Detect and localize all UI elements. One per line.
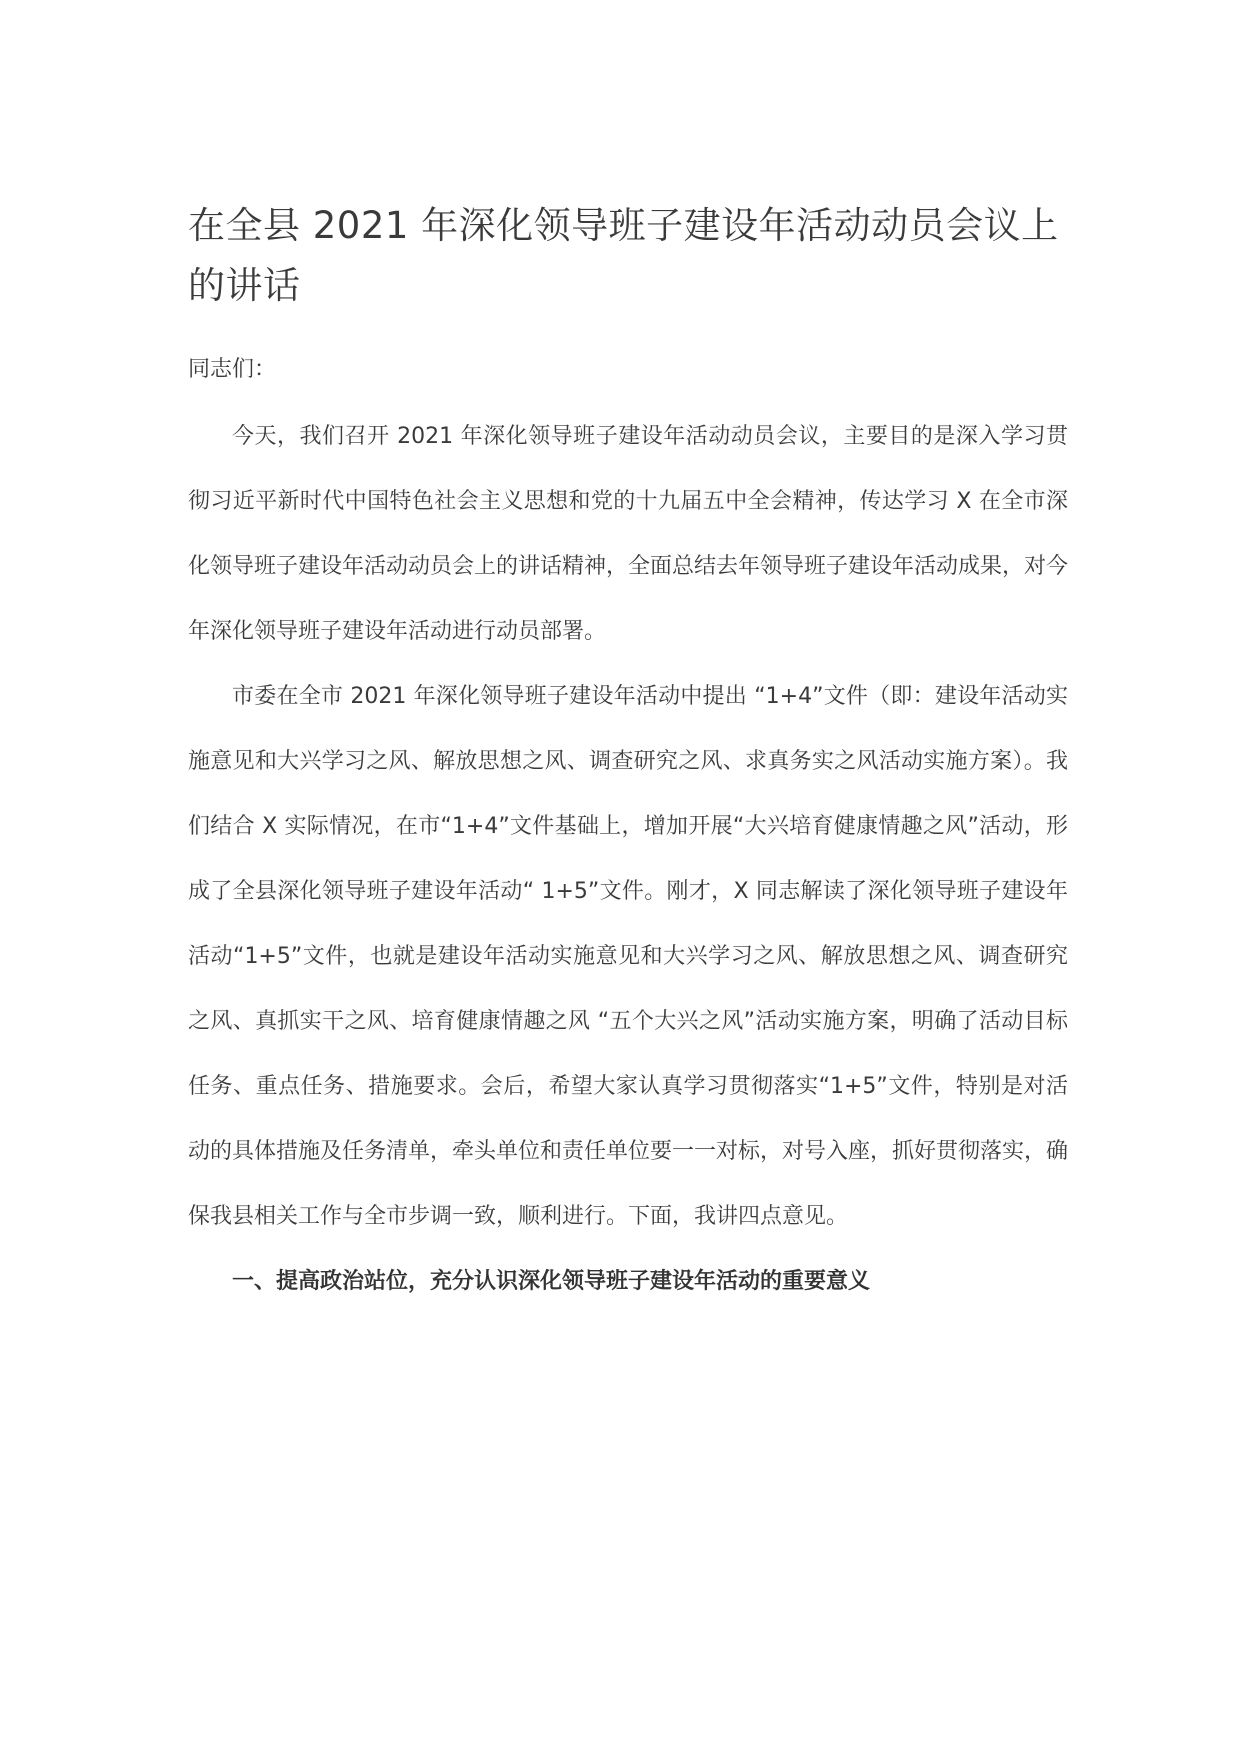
paragraph-2: 市委在全市 2021 年深化领导班子建设年活动中提出 “1+4”文件（即：建设年活动实施意见和大兴学习之风、解放思想之风、调查研究之风、求真务实之风活动实施方案）。我们结合 X 实际情况，在市“1+4”文件基础上，增加开展“大兴培育健康情趣之风”活动，形成了全县深化领导班子建设年活动“ 1+5”文件。刚才，X 同志解读了深化领导班子建设年活动“1+5”文件，也就是建设年活动实施意见和大兴学习之风、解放思想之风、调查研究之风、真抓实干之风、培育健康情趣之风 “五个大兴之风”活动实施方案，明确了活动目标任务、重点任务、措施要求。会后，希望大家认真学习贯彻落实“1+5”文件，特别是对活动的具体措施及任务清单，牵头单位和责任单位要一一对标，对号入座，抓好贯彻落实，确保我县相关工作与全市步调一致，顺利进行。下面，我讲四点意见。 — [188, 684, 1069, 1229]
salutation: 同志们： — [188, 357, 277, 382]
section-heading: 一、提高政治站位，充分认识深化领导班子建设年活动的重要意义 — [232, 1269, 871, 1294]
document-body — [188, 196, 1068, 1314]
paragraph-1: 今天，我们召开 2021 年深化领导班子建设年活动动员会议，主要目的是深入学习贯彻习近平新时代中国特色社会主义思想和党的十九届五中全会精神，传达学习 X 在全市深化领导班子建设年活动动员会上的讲话精神，全面总结去年领导班子建设年活动成果，对今年深化领导班子建设年活动进行动员部署。 — [188, 424, 1069, 644]
document-title: 在全县 2021 年深化领导班子建设年活动动员会议上的讲话 — [188, 204, 1059, 307]
